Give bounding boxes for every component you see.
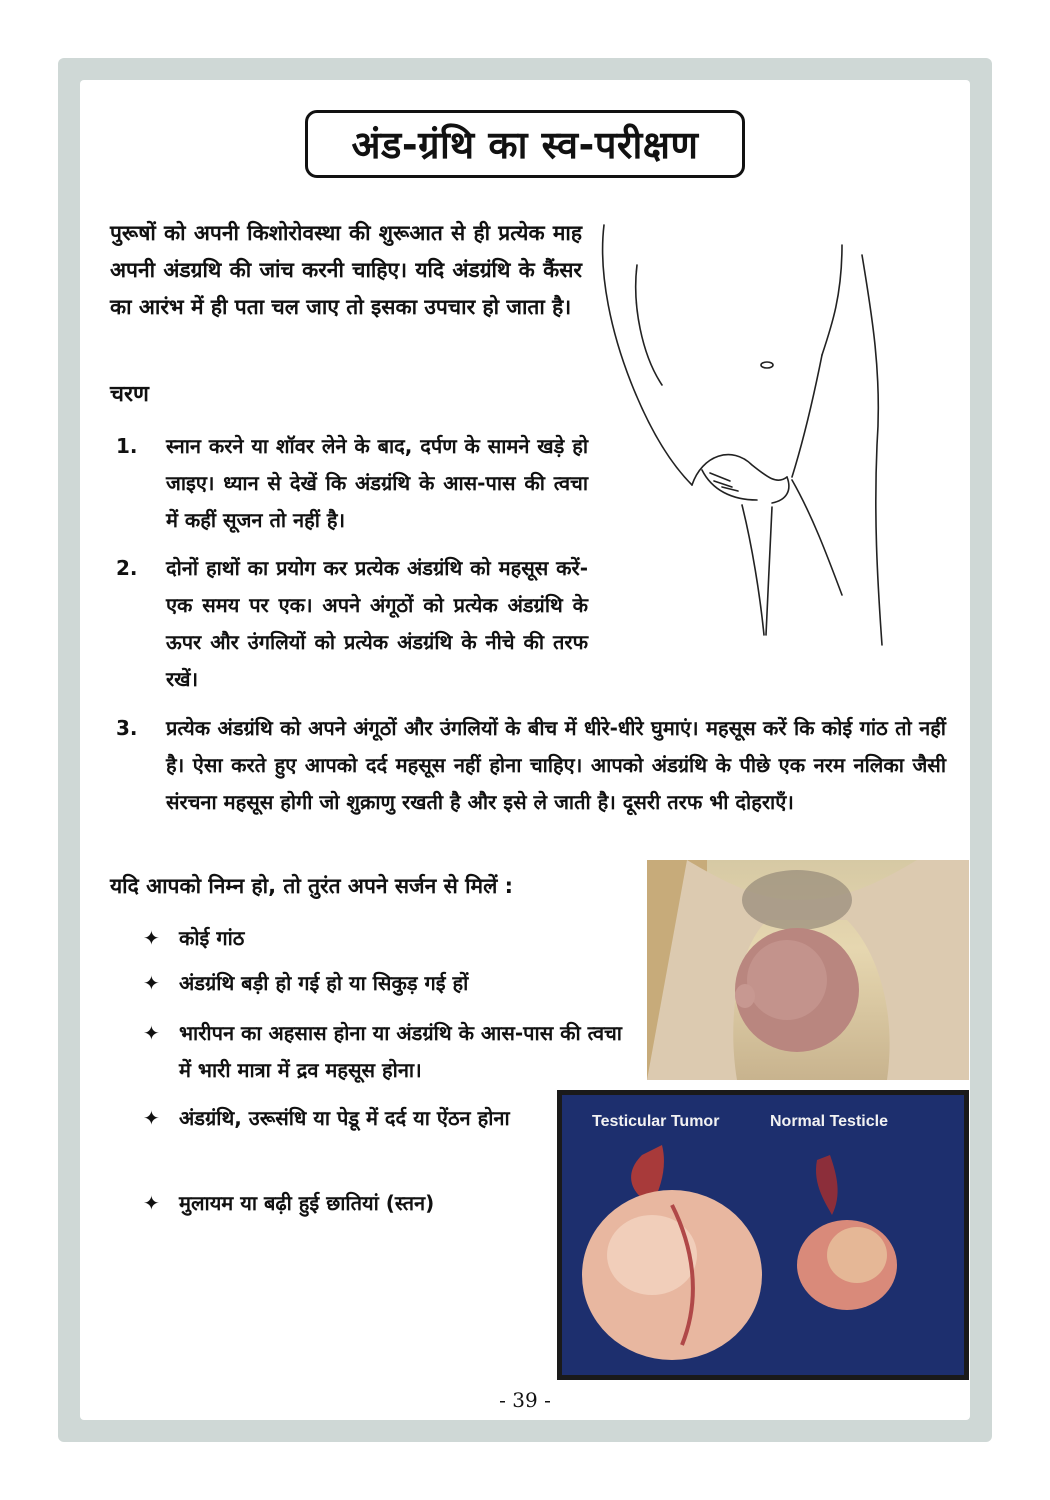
list-item-text: मुलायम या बढ़ी हुई छातियां (स्तन) (179, 1191, 435, 1215)
warning-heading: यदि आपको निम्न हो, तो तुरंत अपने सर्जन से मिलें : (110, 874, 514, 898)
step-number: 3. (116, 716, 138, 740)
caption-normal-testicle: Normal Testicle (770, 1113, 888, 1130)
self-exam-illustration (592, 215, 982, 675)
list-item-text: अंडग्रंथि बड़ी हो गई हो या सिकुड़ गई हों (179, 971, 469, 995)
steps-heading: चरण (110, 382, 149, 407)
bullet-star-icon: ✦ (143, 1021, 160, 1045)
clinical-photo-drawing (647, 860, 969, 1080)
step-text: स्नान करने या शॉवर लेने के बाद, दर्पण के सामने खड़े हो जाइए। ध्यान से देखें कि अंडग्रंथि के आस-पास की त्वचा में कहीं सूजन तो नहीं है। (166, 434, 588, 532)
caption-testicular-tumor: Testicular Tumor (592, 1113, 720, 1130)
step-number: 2. (116, 556, 138, 580)
comparison-photo (557, 1090, 969, 1380)
bullet-star-icon: ✦ (143, 1106, 160, 1130)
step-text: दोनों हाथों का प्रयोग कर प्रत्येक अंडग्रंथि को महसूस करें- एक समय पर एक। अपने अंगूठों को प्रत्येक अंडग्रंथि के ऊपर और उंगलियों को प्रत्येक अंडग्रंथि के नीचे की तरफ रखें। (166, 556, 588, 691)
page-title: अंड-ग्रंथि का स्व-परीक्षण (305, 110, 745, 178)
clinical-photo (647, 860, 969, 1080)
step-item (110, 428, 590, 548)
step-text: प्रत्येक अंडग्रंथि को अपने अंगूठों और उंगलियों के बीच में धीरे-धीरे घुमाएं। महसूस करें कि कोई गांठ तो नहीं है। ऐसा करते हुए आपको दर्द महसूस नहीं होना चाहिए। आपको अंडग्रंथि के पीछे एक नरम नलिका जैसी संरचना महसूस होगी जो शुक्राणु रखती है और इसे ले जाती है। दूसरी तरफ भी दोहराएँ। (166, 716, 946, 814)
step-item (110, 710, 945, 860)
bullet-star-icon: ✦ (143, 971, 160, 995)
list-item-text: अंडग्रंथि, उरूसंधि या पेडू में दर्द या ऐंठन होना (179, 1106, 510, 1130)
step-item (110, 550, 590, 700)
step-number: 1. (116, 434, 138, 458)
bullet-star-icon: ✦ (143, 926, 160, 950)
list-item-text: भारीपन का अहसास होना या अंडग्रंथि के आस-पास की त्वचा में भारी मात्रा में द्रव महसूस होना। (179, 1021, 622, 1082)
page-number: - 39 - (499, 1388, 551, 1412)
list-item-text: कोई गांठ (179, 926, 245, 950)
bullet-star-icon: ✦ (143, 1191, 160, 1215)
intro-paragraph: पुरूषों को अपनी किशोरोवस्था की शुरूआत से ही प्रत्येक माह अपनी अंडग्रथि की जांच करनी चाहिए। यदि अंडग्रंथि के कैंसर का आरंभ में ही पता चल जाए तो इसका उपचार हो जाता है। (110, 221, 582, 319)
comparison-photo-drawing (562, 1095, 964, 1375)
